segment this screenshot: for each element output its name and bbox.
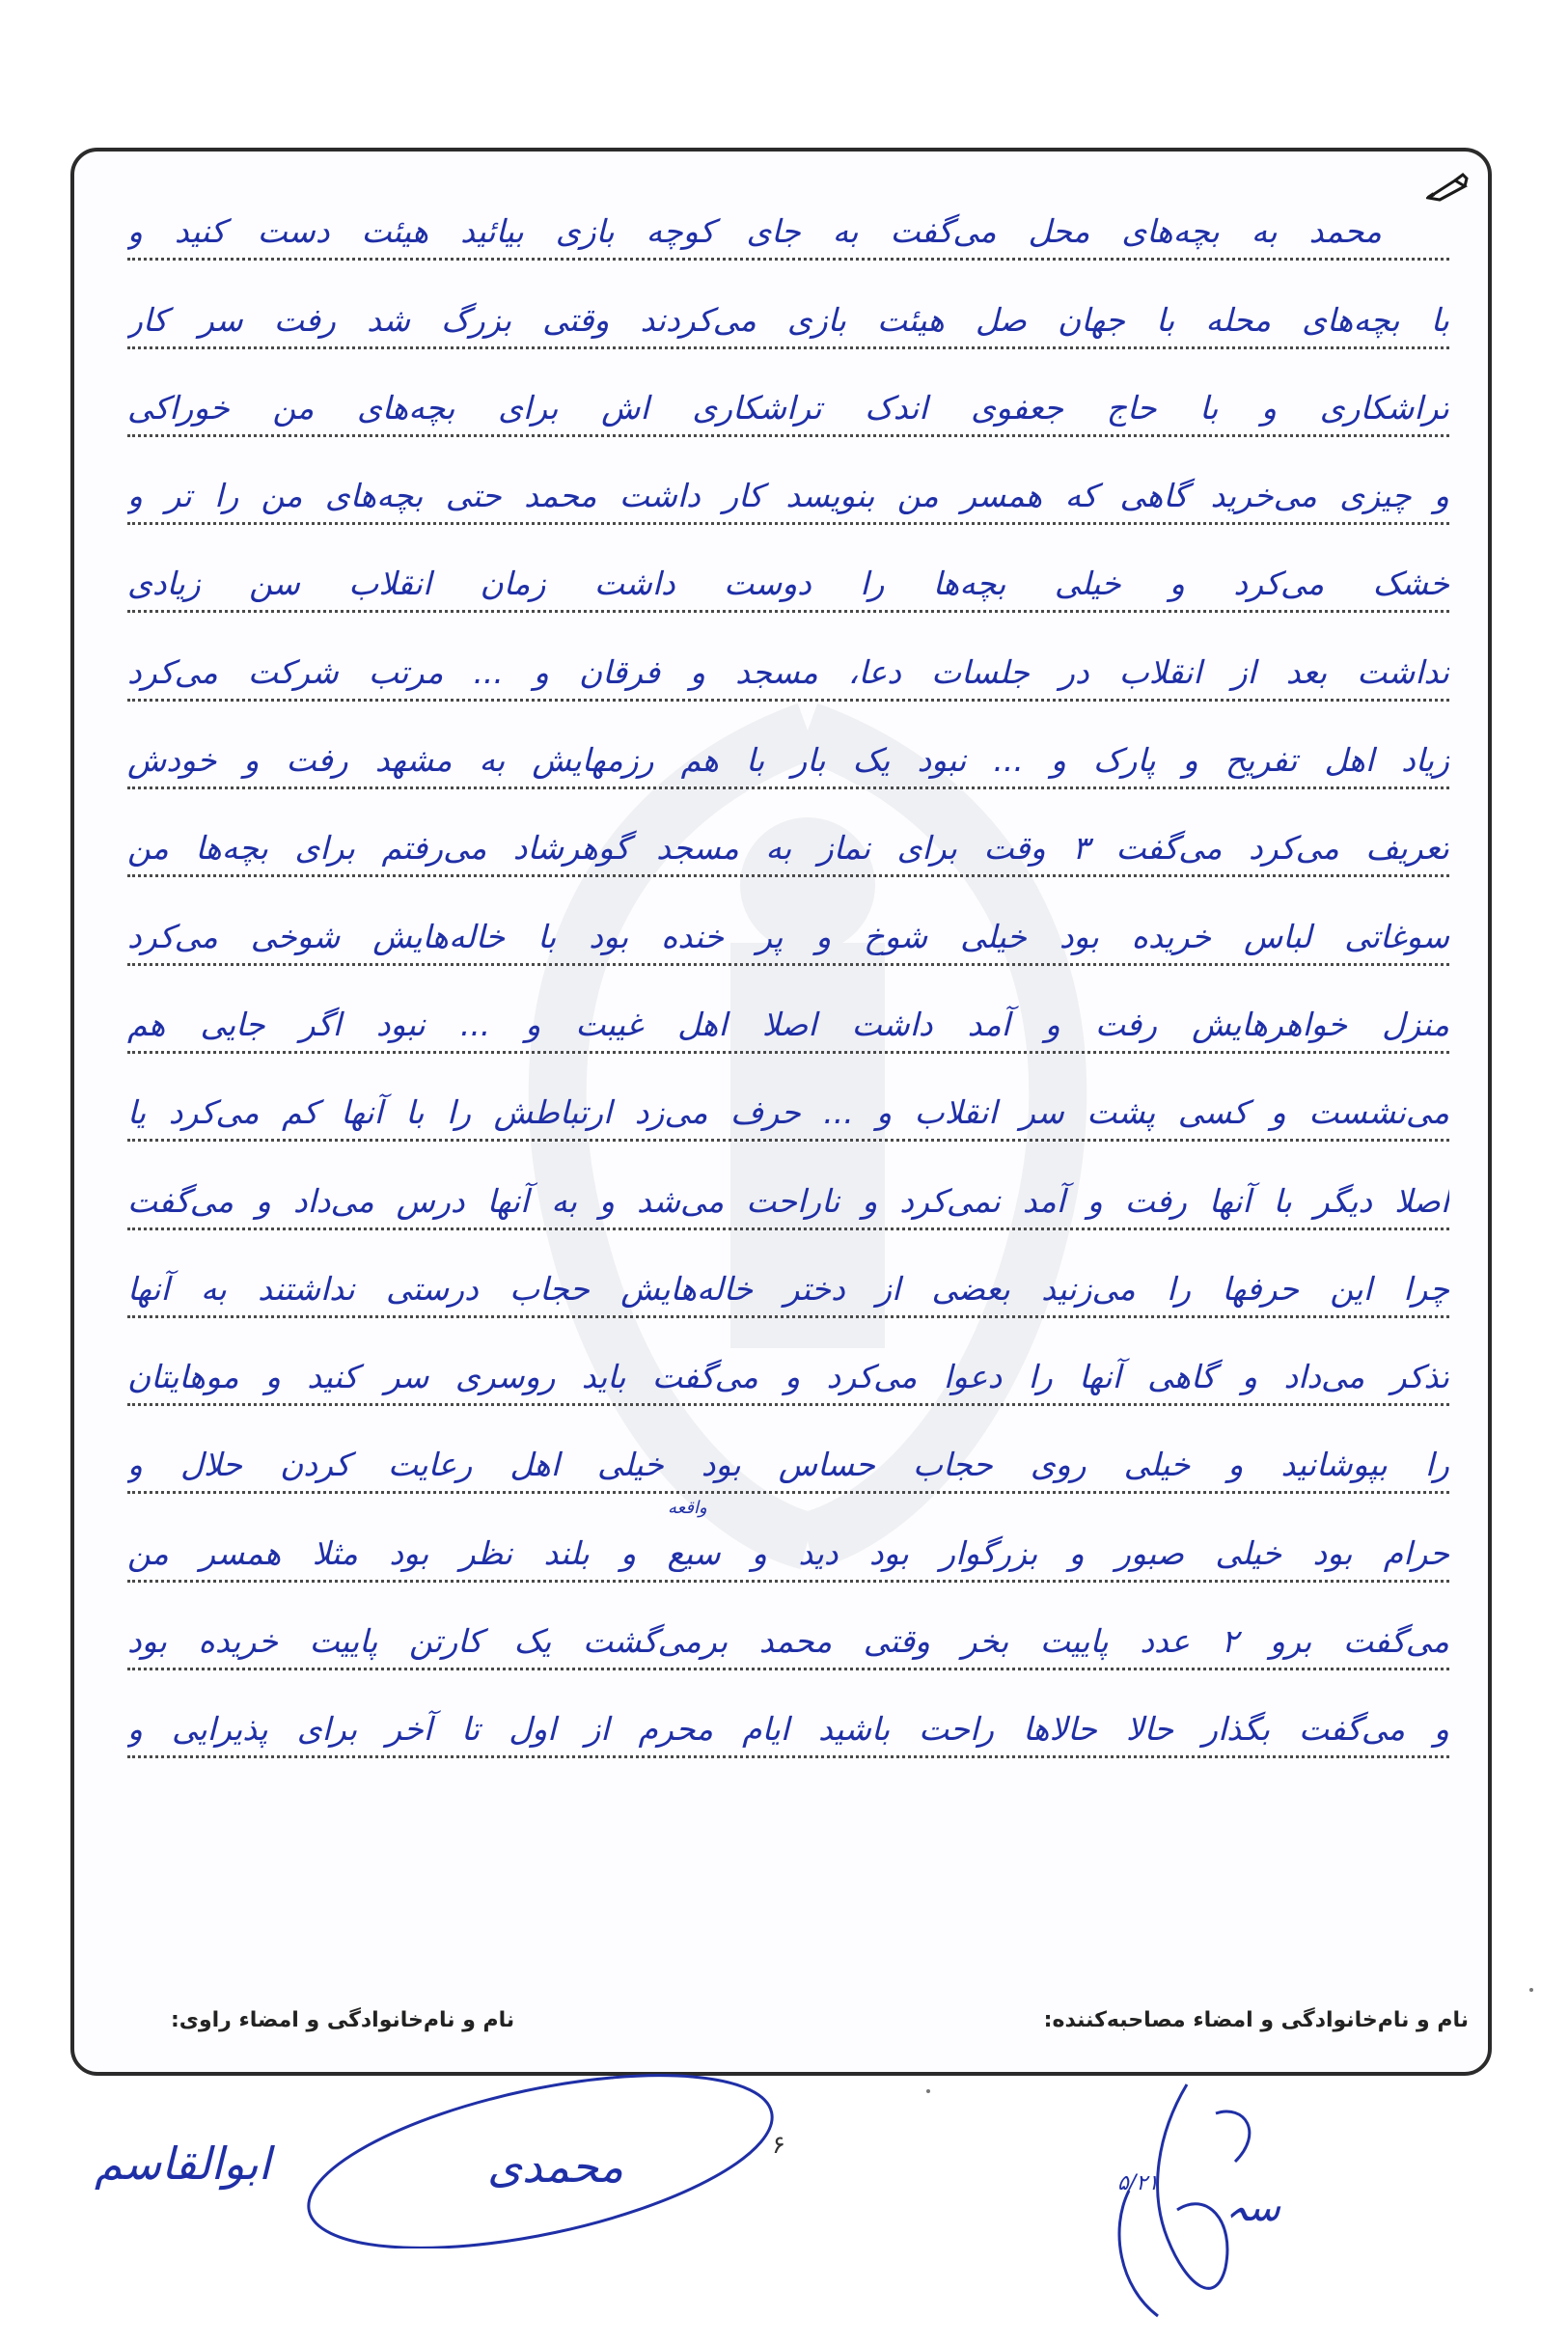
ruled-line (127, 1062, 1449, 1149)
ruled-line (127, 357, 1449, 445)
handwritten-line-text: را بپوشانید و خیلی روی حجاب حساس بود خیلی اهل رعایت کردن حلال و (127, 1446, 1449, 1484)
interviewer-signature (1071, 2075, 1322, 2326)
handwritten-line-text: حرام بود خیلی صبور و بزرگوار بود دید و سیع و بلند نظر بود مثلا همسر من (127, 1533, 1449, 1572)
dotted-rule (127, 1228, 1449, 1230)
superscript-insertion: واقعه (668, 1498, 707, 1519)
dotted-rule (127, 1403, 1449, 1406)
dotted-rule (127, 610, 1449, 613)
page-number: ۶ (772, 2131, 785, 2160)
ruled-line (127, 621, 1449, 708)
handwritten-line-text: محمد به بچه‌های محل می‌گفت به جای کوچه بازی بیائید هیئت دست کنید و (127, 212, 1382, 251)
dotted-rule (127, 1668, 1449, 1670)
ink-dot (926, 2089, 930, 2093)
handwritten-line-text: سوغاتی لباس خریده بود خیلی شوخ و پر خنده بود با خاله‌هایش شوخی می‌کرد (127, 917, 1449, 955)
dotted-rule (127, 522, 1449, 525)
ruled-line (127, 797, 1449, 885)
dotted-rule (127, 1755, 1449, 1758)
signature-labels-row (132, 2008, 1469, 2047)
handwritten-line-text: می‌نشست و کسی پشت سر انقلاب و ... حرف می‌زد ارتباطش را با آنها کم می‌کرد یا (127, 1093, 1449, 1132)
interviewer-signature-label: نام و نام‌خانوادگی و امضاء مصاحبه‌کننده: (1043, 2008, 1469, 2032)
dotted-rule (127, 874, 1449, 877)
narrator-signature-label: نام و نام‌خانوادگی و امضاء راوی: (171, 2008, 515, 2032)
handwritten-line-text: و چیزی می‌خرید گاهی که همسر من بنویسد کار داشت محمد حتی بچه‌های من را تر و (127, 477, 1449, 515)
dotted-rule (127, 258, 1449, 261)
handwritten-line-text: با بچه‌های محله با جهان صل هیئت بازی می‌کردند وقتی بزرگ شد رفت سر کار (127, 300, 1449, 339)
ruled-line (127, 1498, 1449, 1589)
dotted-rule (127, 699, 1449, 702)
signature-date: ۵/۲۱ (1117, 2171, 1159, 2195)
handwritten-line-text: و می‌گفت بگذار حالا حالاها راحت باشید ایام محرم از اول تا آخر برای پذیرایی و (127, 1710, 1449, 1749)
dotted-rule (127, 434, 1449, 437)
narrator-signature: محمدی (487, 2140, 624, 2193)
signature-initials: سہ (1225, 2186, 1280, 2230)
ruled-line (127, 974, 1449, 1062)
dotted-rule (127, 786, 1449, 789)
handwritten-line-text: منزل خواهرهایش رفت و آمد داشت اصلا اهل غیبت و ... نبود اگر جایی هم (127, 1005, 1449, 1043)
ruled-line (127, 1326, 1449, 1414)
ruled-line (127, 268, 1449, 356)
handwritten-line-text: تذکر می‌داد و گاهی آنها را دعوا می‌کرد و می‌گفت باید روسری سر کنید و موهایتان (127, 1358, 1449, 1396)
handwritten-line-text: خشک می‌کرد و خیلی بچه‌ها را دوست داشت زمان انقلاب سن زیادی (127, 565, 1449, 603)
handwritten-line-text: نداشت بعد از انقلاب در جلسات دعا، مسجد و فرقان و ... مرتب شرکت می‌کرد (127, 652, 1449, 691)
handwritten-line-text: تراشکاری و با حاج جعفوی اندک تراشکاری اش برای بچه‌های من خوراکی (127, 388, 1449, 427)
dotted-rule (127, 1139, 1449, 1142)
ruled-line (127, 180, 1449, 268)
ruled-line (127, 709, 1449, 797)
ruled-line (127, 885, 1449, 973)
handwritten-line-text: اصلا دیگر با آنها رفت و آمد نمی‌کرد و ناراحت می‌شد و به آنها درس می‌داد و می‌گفت (127, 1181, 1449, 1220)
dotted-rule (127, 1580, 1449, 1583)
narrator-handwritten-name: ابوالقاسم (95, 2138, 271, 2190)
handwritten-line-text: زیاد اهل تفریح و پارک و ... نبود یک بار با هم رزمهایش به مشهد رفت و خودش (127, 741, 1449, 780)
ruled-line (127, 1678, 1449, 1766)
page-frame (70, 148, 1492, 2076)
ruled-line (127, 1414, 1449, 1502)
dotted-rule (127, 346, 1449, 349)
dotted-rule (127, 963, 1449, 966)
dotted-rule (127, 1051, 1449, 1054)
ruled-line (127, 1149, 1449, 1237)
ruled-line (127, 445, 1449, 533)
dotted-rule (127, 1491, 1449, 1494)
ink-dot (1529, 1988, 1533, 1992)
handwritten-line-text: می‌گفت برو ۲ عدد پاییت بخر وقتی محمد برمی‌گشت یک کارتن پاییت خریده بود (127, 1622, 1449, 1661)
handwritten-text-block (127, 180, 1449, 1766)
handwritten-line-text: چرا این حرفها را می‌زنید بعضی از دختر خاله‌هایش حجاب درستی نداشتند به آنها (127, 1269, 1449, 1308)
handwritten-line-text: تعریف می‌کرد می‌گفت ۳ وقت برای نماز به مسجد گوهرشاد می‌رفتم برای بچه‌ها من (127, 829, 1449, 868)
ruled-line (127, 533, 1449, 621)
dotted-rule (127, 1315, 1449, 1318)
ruled-line (127, 1590, 1449, 1678)
ruled-line (127, 1238, 1449, 1326)
